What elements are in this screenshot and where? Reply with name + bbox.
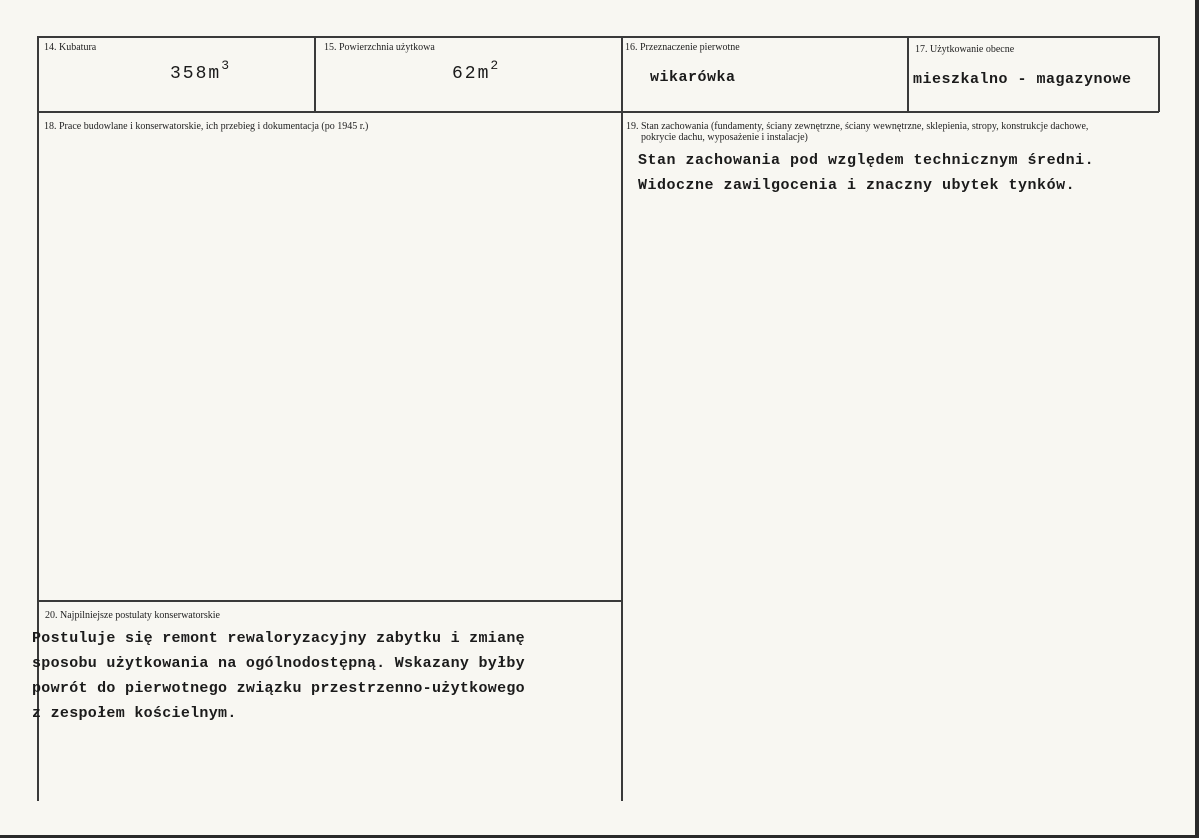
przeznaczenie-value: wikarówka (650, 69, 736, 86)
prace-budowlane-label: 18. Prace budowlane i konserwatorskie, ich przebieg i dokumentacja (po 1945 r.) (44, 121, 369, 132)
powierzchnia-unit: m (477, 64, 491, 84)
kubatura-exponent: 3 (221, 58, 232, 73)
postulaty-text (32, 626, 617, 726)
powierzchnia-exponent: 2 (490, 58, 501, 73)
kubatura-unit: m (208, 64, 222, 84)
postulaty-line-3: powrót do pierwotnego związku przestrzenno-użytkowego (32, 680, 525, 697)
top-rule (37, 36, 1159, 38)
postulaty-line-1: Postuluje się remont rewaloryzacyjny zabytku i zmianę (32, 630, 525, 647)
divider-16-17 (907, 36, 909, 112)
postulaty-label: 20. Najpilniejsze postulaty konserwatorskie (45, 610, 220, 621)
kubatura-value (170, 60, 231, 84)
stan-zachowania-text-2: Widoczne zawilgocenia i znaczny ubytek tynków. (638, 177, 1076, 194)
uzytkowanie-label: 17. Użytkowanie obecne (915, 44, 1015, 55)
postulaty-line-2: sposobu użytkowania na ogólnodostępną. Wskazany byłby (32, 655, 525, 672)
stan-zachowania-text-1: Stan zachowania pod względem technicznym średni. (638, 152, 1095, 169)
postulaty-line-4: z zespołem kościelnym. (32, 705, 237, 722)
kubatura-number: 358 (170, 64, 209, 84)
powierzchnia-value (452, 60, 500, 84)
center-rule (621, 36, 623, 801)
kubatura-label: 14. Kubatura (44, 42, 97, 53)
uzytkowanie-value: mieszkalno - magazynowe (913, 71, 1132, 88)
powierzchnia-label: 15. Powierzchnia użytkowa (324, 42, 435, 53)
divider-14-15 (314, 36, 316, 112)
stan-zachowania-label-1: 19. Stan zachowania (fundamenty, ściany zewnętrzne, ściany wewnętrzne, sklepienia, stropy, konstrukcje dachowe, (626, 121, 1089, 132)
section20-top-rule (37, 600, 622, 602)
przeznaczenie-label: 16. Przeznaczenie pierwotne (625, 42, 740, 53)
stan-zachowania-label-2: pokrycie dachu, wyposażenie i instalacje) (641, 132, 808, 143)
right-rule (1158, 36, 1160, 112)
powierzchnia-number: 62 (452, 64, 478, 84)
row1-bottom-rule (37, 111, 1159, 113)
